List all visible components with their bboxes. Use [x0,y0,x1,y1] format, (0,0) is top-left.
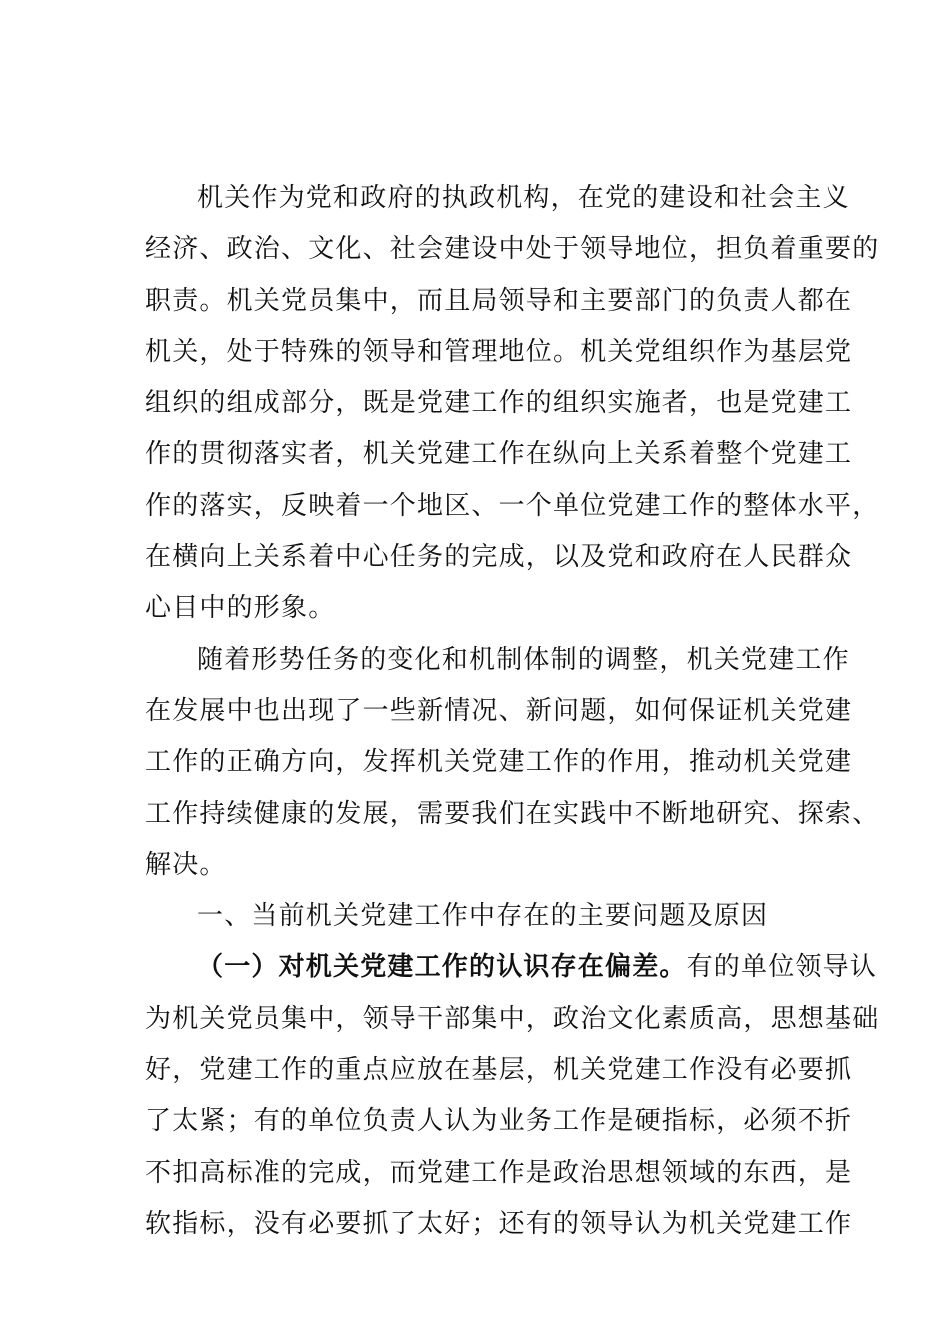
text-line: 好，党建工作的重点应放在基层，机关党建工作没有必要抓 [145,1055,853,1086]
section-heading: 一、当前机关党建工作中存在的主要问题及原因 [197,901,769,932]
text-line: 机关作为党和政府的执政机构，在党的建设和社会主义 [197,183,850,213]
subsection-first-line [145,942,878,993]
subsection-title: （一）对机关党建工作的认识存在偏差。 [197,952,687,983]
paragraph-intro [145,173,880,635]
text-line: 工作持续健康的发展，需要我们在实践中不断地研究、探索、 [145,798,880,829]
text-line: 职责。机关党员集中，而且局领导和主要部门的负责人都在 [145,285,853,316]
subsection-text: 有的单位领导认 [686,952,878,983]
text-line: 工作的正确方向，发挥机关党建工作的作用，推动机关党建 [145,747,853,778]
text-line: 作的落实，反映着一个地区、一个单位党建工作的整体水平， [145,490,880,521]
text-line: 了太紧；有的单位负责人认为业务工作是硬指标，必须不折 [145,1106,853,1137]
text-line: 心目中的形象。 [145,593,336,624]
text-line: 作的贯彻落实者，机关党建工作在纵向上关系着整个党建工 [145,439,853,470]
text-line: 经济、政治、文化、社会建设中处于领导地位，担负着重要的 [145,234,880,265]
document-page [145,173,880,1250]
paragraph-subsection-1 [145,942,880,1250]
text-line: 不扣高标准的完成，而党建工作是政治思想领域的东西，是 [145,1157,853,1188]
text-line: 组织的组成部分，既是党建工作的组织实施者，也是党建工 [145,388,853,419]
text-line: 在发展中也出现了一些新情况、新问题，如何保证机关党建 [145,695,853,726]
text-line: 随着形势任务的变化和机制体制的调整，机关党建工作 [197,644,850,675]
text-line: 软指标，没有必要抓了太好；还有的领导认为机关党建工作 [145,1208,853,1239]
text-line: 为机关党员集中，领导干部集中，政治文化素质高，思想基础 [145,1003,880,1034]
text-line: 在横向上关系着中心任务的完成，以及党和政府在人民群众 [145,542,853,573]
text-line: 机关，处于特殊的领导和管理地位。机关党组织作为基层党 [145,336,853,367]
text-line: 解决。 [145,849,227,880]
paragraph-situation [145,635,880,891]
